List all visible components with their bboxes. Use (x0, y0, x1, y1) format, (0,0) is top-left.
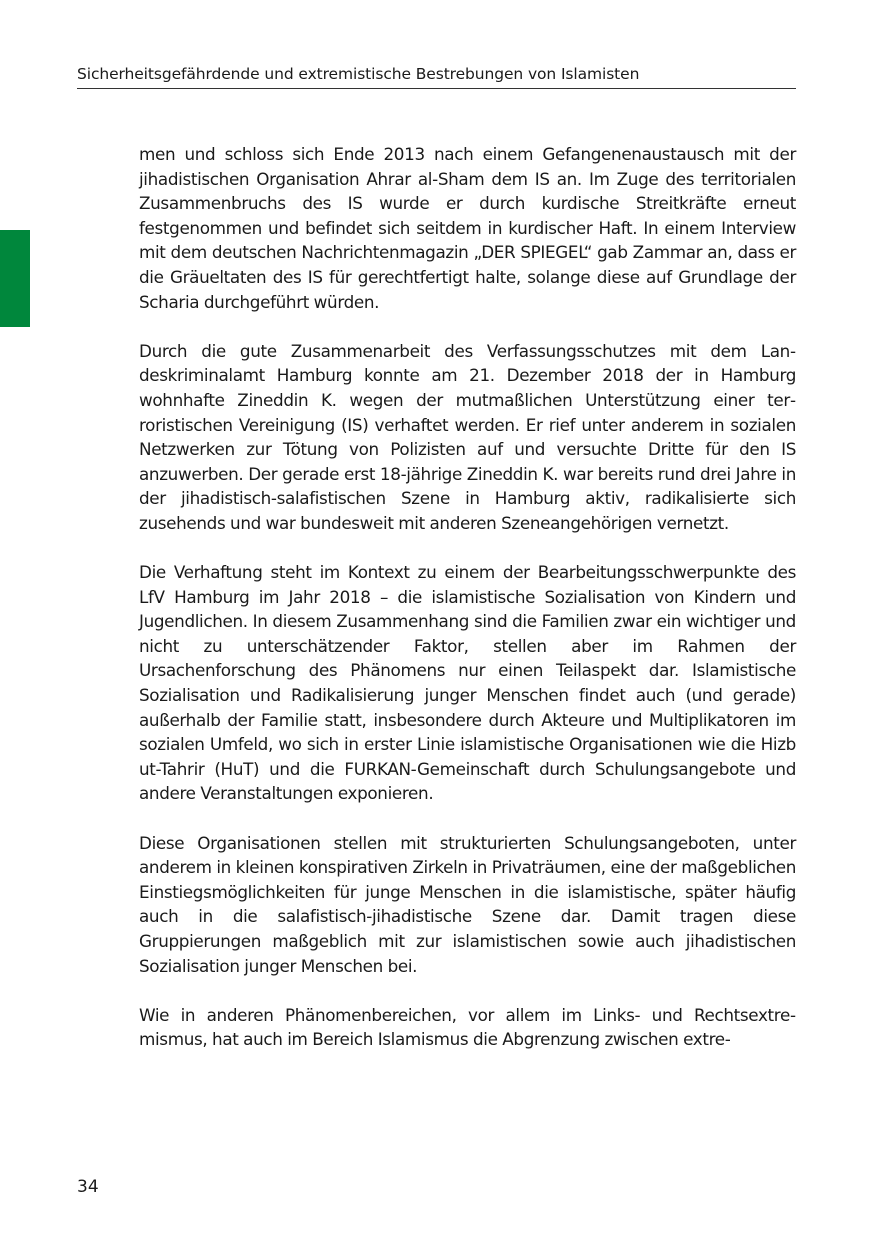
chapter-side-tab (0, 230, 30, 327)
paragraph-2: Durch die gute Zusammenarbeit des Verfassungsschutzes mit dem Landeskriminalamt Hamburg konnte am 21. Dezember 2018 der in Hamburg wohnhafte Zineddin K. wegen der mutmaßlichen Unterstützung einer terroristischen Vereinigung (IS) verhaftet werden. Er rief unter anderem in sozialen Netzwerken zur Tötung von Polizisten auf und versuchte Dritte für den IS anzuwerben. Der gerade erst 18-jährige Zineddin K. war bereits rund drei Jahre in der jihadistisch-salafistischen Szene in Hamburg aktiv, radikalisierte sich zusehends und war bundesweit mit anderen Szeneangehörigen vernetzt. (139, 340, 796, 533)
paragraph-4: Diese Organisationen stellen mit strukturierten Schulungsangeboten, unter anderem in kleinen konspirativen Zirkeln in Privaträumen, eine der maßgeblichen Einstiegsmöglichkeiten für junge Menschen in die islamistische, später häufig auch in die salafistisch-jihadistische Szene dar. Damit tragen diese Gruppierungen maßgeblich mit zur islamistischen sowie auch jihadistischen Sozialisation junger Menschen bei. (139, 832, 796, 976)
paragraph-5: Wie in anderen Phänomenbereichen, vor allem im Links- und Rechtsextremismus, hat auch im Bereich Islamismus die Abgrenzung zwischen extre- (139, 1004, 796, 1050)
running-header: Sicherheitsgefährdende und extremistische Bestrebungen von Islamisten (77, 65, 640, 83)
paragraph-3: Die Verhaftung steht im Kontext zu einem der Bearbeitungsschwerpunkte des LfV Hamburg im Jahr 2018 – die islamistische Sozialisation von Kindern und Jugendlichen. In diesem Zusammenhang sind die Familien zwar ein wichtiger und nicht zu unterschätzender Faktor, stellen aber im Rahmen der Ursachenforschung des Phänomens nur einen Teilaspekt dar. Islamistische Sozialisation und Radikalisierung junger Menschen findet auch (und gerade) außerhalb der Familie statt, insbesondere durch Akteure und Multiplikatoren im sozialen Umfeld, wo sich in erster Linie islamistische Organisationen wie die Hizb ut-Tahrir (HuT) und die FURKAN-Gemeinschaft durch Schulungsangebote und andere Veranstaltungen exponieren. (139, 562, 796, 804)
page-number: 34 (77, 1177, 99, 1197)
header-rule (77, 88, 796, 89)
paragraph-1: men und schloss sich Ende 2013 nach einem Gefangenenaustausch mit der jihadistischen Organisation Ahrar al-Sham dem IS an. Im Zuge des territorialen Zusammenbruchs des IS wurde er durch kurdische Streitkräfte erneut festgenommen und befindet sich seitdem in kurdischer Haft. In einem Interview mit dem deutschen Nachrichtenmagazin „DER SPIEGEL“ gab Zammar an, dass er die Gräueltaten des IS für gerechtfertigt halte, solange diese auf Grundlage der Scharia durchgeführt würden. (139, 144, 796, 312)
body-text (139, 142, 796, 1052)
